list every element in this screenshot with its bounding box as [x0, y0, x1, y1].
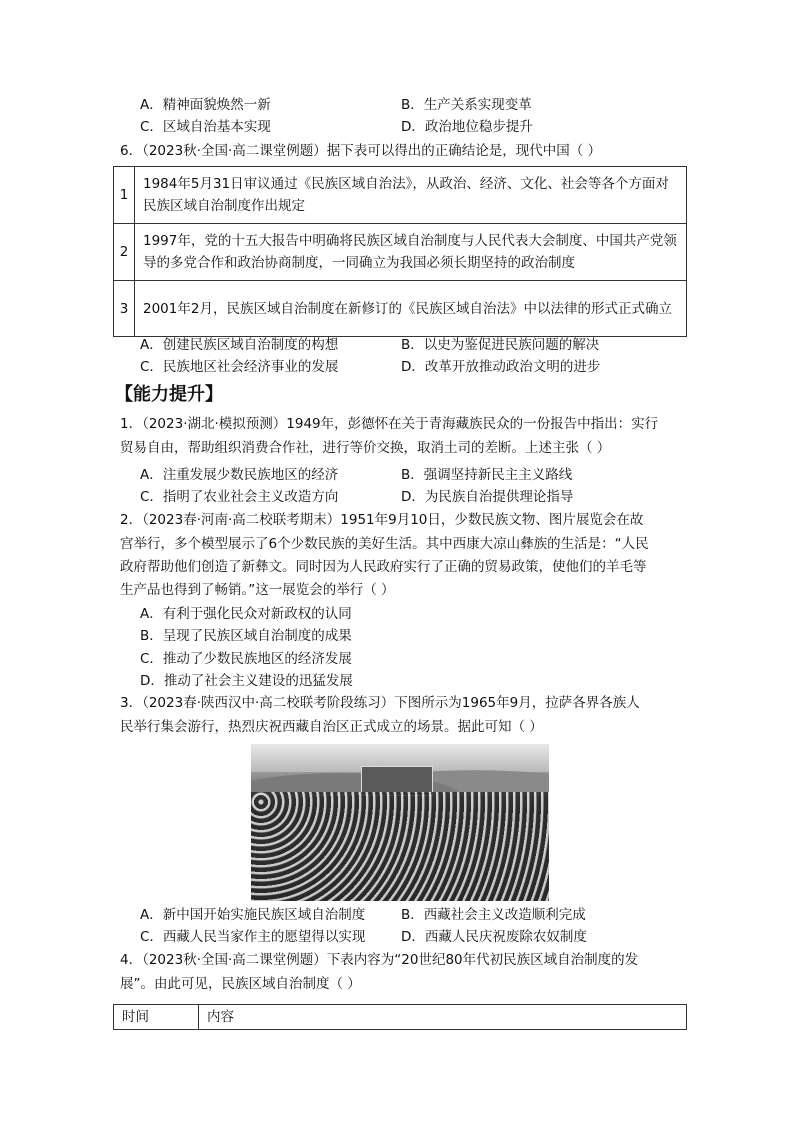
q5-option-c: C．区域自治基本实现 [140, 119, 271, 135]
q6-option-b: B．以史为鉴促进民族问题的解决 [401, 337, 600, 353]
p2-option-c: C．推动了少数民族地区的经济发展 [140, 651, 352, 667]
q5-option-b: B．生产关系实现变革 [401, 97, 532, 113]
rally-photo [251, 744, 549, 901]
p3-option-c: C．西藏人民当家作主的愿望得以实现 [140, 929, 366, 945]
table-row [114, 224, 687, 281]
p2-option-b: B．呈现了民族区域自治制度的成果 [140, 628, 352, 644]
table-header-content: 内容 [199, 1005, 687, 1030]
p4-table [113, 1004, 687, 1030]
p3-option-b: B．西藏社会主义改造顺利完成 [401, 907, 586, 923]
q5-option-d: D．政治地位稳步提升 [401, 119, 533, 135]
p3-stem-line2: 民举行集会游行，热烈庆祝西藏自治区正式成立的场景。据此可知（ ） [120, 719, 543, 735]
table-cell-num: 3 [114, 281, 135, 337]
p2-option-d: D．推动了社会主义建设的迅猛发展 [140, 673, 353, 689]
p1-option-c: C．指明了农业社会主义改造方向 [140, 489, 339, 505]
p4-stem-line1: 4．（2023秋·全国·高二课堂例题）下表内容为“20世纪80年代初民族区域自治制度的发 [120, 952, 639, 968]
table-header-time: 时间 [114, 1005, 199, 1030]
p2-option-a: A．有利于强化民众对新政权的认同 [140, 606, 352, 622]
table-cell-num: 2 [114, 224, 135, 281]
table-cell-num: 1 [114, 167, 135, 224]
table-header-row [114, 1005, 687, 1030]
p1-option-a: A．注重发展少数民族地区的经济 [140, 467, 339, 483]
table-cell-text: 1984年5月31日审议通过《民族区域自治法》，从政治、经济、文化、社会等各个方面对民族区域自治制度作出规定 [135, 167, 687, 224]
p1-option-d: D．为民族自治提供理论指导 [401, 489, 574, 505]
table-row [114, 167, 687, 224]
p1-stem-line1: 1．（2023·湖北·模拟预测）1949年，彭德怀在关于青海藏族民众的一份报告中指出：实行 [120, 416, 659, 432]
p2-stem-line2: 宫举行，多个模型展示了6个少数民族的美好生活。其中西康大凉山彝族的生活是：“人民 [120, 536, 649, 552]
p3-option-d: D．西藏人民庆祝废除农奴制度 [401, 929, 587, 945]
table-row [114, 281, 687, 337]
p3-stem-line1: 3．（2023春·陕西汉中·高二校联考阶段练习）下图所示为1965年9月，拉萨各界各族人 [120, 695, 640, 711]
p2-stem-line1: 2．（2023春·河南·高二校联考期末）1951年9月10日，少数民族文物、图片展览会在故 [120, 512, 644, 528]
p2-stem-line3: 政府帮助他们创造了新彝文。同时因为人民政府实行了正确的贸易政策，使他们的羊毛等 [120, 559, 647, 575]
q5-option-a: A．精神面貌焕然一新 [140, 97, 271, 113]
q6-option-c: C．民族地区社会经济事业的发展 [140, 359, 339, 375]
p1-option-b: B．强调坚持新民主主义路线 [401, 467, 573, 483]
table-cell-text: 2001年2月，民族区域自治制度在新修订的《民族区域自治法》中以法律的形式正式确立 [135, 281, 687, 337]
p4-stem-line2: 展”。由此可见，民族区域自治制度（ ） [120, 976, 361, 992]
q6-stem: 6．（2023秋·全国·高二课堂例题）据下表可以得出的正确结论是，现代中国（ ） [120, 143, 602, 159]
section-title: 【能力提升】 [115, 384, 223, 405]
p2-stem-line4: 生产品也得到了畅销。”这一展览会的举行（ ） [120, 582, 395, 598]
q6-table [113, 166, 687, 337]
p1-stem-line2: 贸易自由，帮助组织消费合作社，进行等价交换，取消土司的差断。上述主张（ ） [120, 440, 611, 456]
p3-option-a: A．新中国开始实施民族区域自治制度 [140, 907, 366, 923]
table-cell-text: 1997年，党的十五大报告中明确将民族区域自治制度与人民代表大会制度、中国共产党领导的多党合作和政治协商制度，一同确立为我国必须长期坚持的政治制度 [135, 224, 687, 281]
q6-option-a: A．创建民族区域自治制度的构想 [140, 337, 339, 353]
photo-crowd [251, 792, 549, 901]
q6-option-d: D．改革开放推动政治文明的进步 [401, 359, 601, 375]
